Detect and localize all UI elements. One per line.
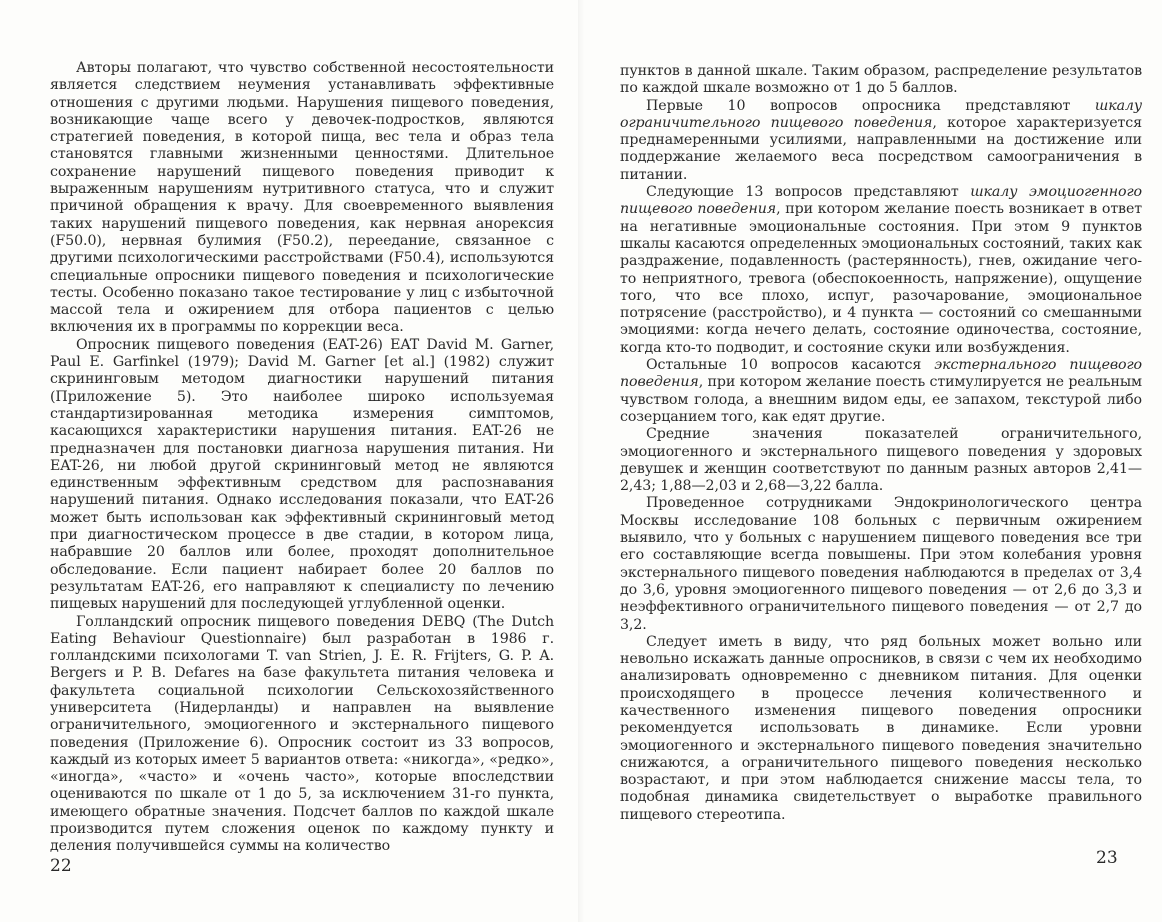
- paragraph: [620, 98, 1142, 184]
- right-page-number: 23: [1096, 848, 1118, 868]
- text-run: Первые 10 вопросов опросника представляют: [646, 97, 1095, 114]
- paragraph: [620, 634, 1142, 824]
- left-page: [0, 0, 578, 922]
- paragraph: [50, 337, 554, 614]
- text-run: Авторы полагают, что чувство собственной несостоятельности является следствием неумения устанавливать эффективные отношения с другими людьми. Нарушения пищевого поведения, возникающие чаще всего у девочек-подростков, являются стратегией поведения, в которой пища, вес тела и образ тела становятся главными жизненными ценностями. Длительное сохранение нарушений пищевого поведения приводит к выраженным нарушениям нутритивного статуса, что и служит причиной обращения к врачу. Для своевременного выявления таких нарушений пищевого поведения, как нервная анорексия (F50.0), нервная булимия (F50.2), переедание, связанное с другими психологическими расстройствами (F50.4), используются специальные опросники пищевого поведения и психологические тесты. Особенно показано такое тестирование у лиц с избыточной массой тела и ожирением для отбора пациентов с целью включения их в программы по коррекции веса.: [50, 60, 554, 336]
- italic-term: шкалу эмоциогенного пищевого поведения: [620, 184, 1142, 218]
- right-page-text: [620, 63, 1142, 824]
- text-run: Голландский опросник пищевого поведения DEBQ (The Dutch Eating Behaviour Questionnaire) был разработан в 1986 г. голландскими психологами T. van Strien, J. E. R. Frijters, G. P. A. Bergers и P. B. Defares на базе факультета питания человека и факультета социальной психологии Сельскохозяйственного университета (Нидерланды) и направлен на выявление ограничительного, эмоциогенного и экстернального пищевого поведения (Приложение 6). Опросник состоит из 33 вопросов, каждый из которых имеет 5 вариантов ответа: «никогда», «редко», «иногда», «часто» и «очень часто», которые впоследствии оцениваются по шкале от 1 до 5, за исключением 31-го пункта, имеющего обратные значения. Подсчет баллов по каждой шкале производится путем сложения оценок по каждому пункту и деления получившейся суммы на количество: [50, 613, 554, 855]
- left-page-text: [50, 60, 554, 856]
- text-run: пунктов в данной шкале. Таким образом, распределение результатов по каждой шкале возможно от 1 до 5 баллов.: [620, 63, 1142, 97]
- paragraph: [620, 184, 1142, 357]
- text-run: Опросник пищевого поведения (EAT-26) EAT David M. Garner, Paul E. Garfinkel (1979); David M. Garner [et al.] (1982) служит скрининговым методом диагностики нарушений питания (Приложение 5). Это наиболее широко используемая стандартизированная методика измерения симптомов, касающихся характеристики нарушения питания. EAT-26 не предназначен для постановки диагноза нарушения питания. Ни EAT-26, ни любой другой скрининговый метод не являются единственным эффективным средством для распознавания нарушений питания. Однако исследования показали, что EAT-26 может быть использован как эффективный скрининговый метод при диагностическом процессе в две стадии, в котором лица, набравшие 20 баллов или более, проходят дополнительное обследование. Если пациент набирает более 20 баллов по результатам EAT-26, его направляют к специалисту по лечению пищевых нарушений для последующей углубленной оценки.: [50, 336, 554, 613]
- text-run: Следует иметь в виду, что ряд больных может вольно или невольно искажать данные опросников, в связи с чем их необходимо анализировать одновременно с дневником питания. Для оценки происходящего в процессе лечения количественного и качественного изменения пищевого поведения опросники рекомендуется использовать в динамике. Если уровни эмоциогенного и экстернального пищевого поведения значительно снижаются, а ограничительного пищевого поведения несколько возрастают, и при этом наблюдается снижение массы тела, то подобная динамика свидетельствует о выработке правильного пищевого стереотипа.: [620, 633, 1142, 823]
- text-run: Проведенное сотрудниками Эндокринологического центра Москвы исследование 108 больных с первичным ожирением выявило, что у больных с нарушением пищевого поведения все три его составляющие всегда повышены. При этом колебания уровня экстернального пищевого поведения наблюдаются в пределах от 3,4 до 3,6, уровня эмоциогенного пищевого поведения — от 2,6 до 3,3 и неэффективного ограничительного пищевого поведения — от 2,7 до 3,2.: [620, 495, 1142, 633]
- left-page-number: 22: [50, 856, 72, 876]
- italic-term: шкалу ограничительного пищевого поведения: [620, 97, 1142, 131]
- paragraph: [620, 357, 1142, 426]
- text-run: , которое характеризуется преднамеренными усилиями, направленными на достижение или поддержание желаемого веса посредством самоограничения в питании.: [620, 114, 1142, 183]
- paragraph: [620, 63, 1142, 98]
- text-run: Остальные 10 вопросов касаются: [646, 357, 935, 374]
- text-run: Следующие 13 вопросов представляют: [646, 184, 971, 201]
- paragraph: [620, 426, 1142, 495]
- paragraph: [50, 614, 554, 856]
- paragraph: [620, 495, 1142, 633]
- text-run: , при котором желание поесть возникает в ответ на негативные эмоциональные состояния. При этом 9 пунктов шкалы касаются определенных эмоциональных состояний, таких как раздражение, подавленность (растерянность), гнев, ожидание чего-то неприятного, тревога (обеспокоенность, напряжение), ощущение того, что все плохо, испуг, разочарование, эмоциональное потрясение (расстройство), и 4 пункта — состояний со смешанными эмоциями: когда нечего делать, состояние одиночества, состояние, когда кто-то подводит, и состояние скуки или возбуждения.: [620, 201, 1142, 356]
- italic-term: экстернального пищевого поведения: [620, 357, 1142, 391]
- text-run: Средние значения показателей ограничительного, эмоциогенного и экстернального пищевого поведения у здоровых девушек и женщин соответствуют по данным разных авторов 2,41—2,43; 1,88—2,03 и 2,68—3,22 балла.: [620, 426, 1142, 495]
- text-run: , при котором желание поесть стимулируется не реальным чувством голода, а внешним видом еды, ее запахом, текстурой либо созерцанием того, как едят другие.: [620, 374, 1142, 425]
- paragraph: [50, 60, 554, 337]
- right-page: [584, 0, 1162, 922]
